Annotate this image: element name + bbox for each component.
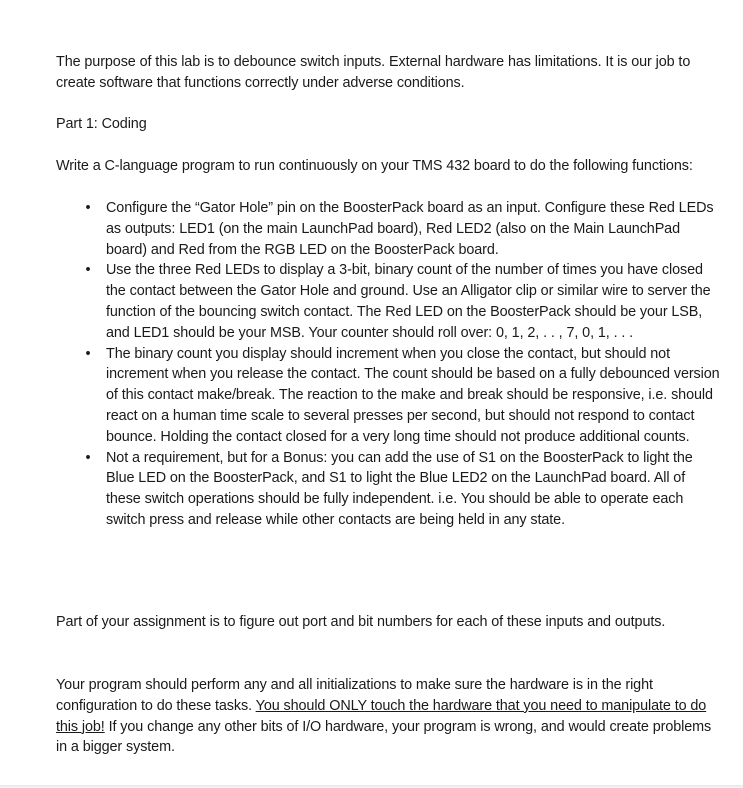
list-item-text: Use the three Red LEDs to display a 3-bit, binary count of the number of times you have closed the contact between the Gator Hole and ground. Use an Alligator clip or similar wire to server the function of the bouncing switch contact. The Red LED on the BoosterPack should be your LSB, and LED1 should be your MSB. Your counter should roll over: 0, 1, 2, . . , 7, 0, 1, . . . bbox=[106, 262, 711, 341]
list-item-text: The binary count you display should increment when you close the contact, but should not increment when you release the contact. The count should be based on a fully debounced version of this contact make/break. The reaction to the make and break should be responsive, i.e. should react on a human time scale to several presses per second, but should not respond to contact bounce. Holding the contact closed for a very long time should not produce additional counts. bbox=[106, 345, 720, 445]
bullet-icon: • bbox=[85, 262, 91, 279]
bullet-icon: • bbox=[85, 449, 91, 466]
assignment-note-paragraph: Part of your assignment is to figure out port and bit numbers for each of these inputs and outputs. bbox=[56, 614, 666, 630]
list-item bbox=[56, 448, 720, 531]
final-paragraph-tail: If you change any other bits of I/O hardware, your program is wrong, and would create problems in a bigger system. bbox=[56, 718, 712, 756]
part-heading: Part 1: Coding bbox=[56, 116, 147, 132]
final-paragraph-lead: Your program should perform any and all initializations to make sure the hardware is in the right configuration to do these tasks. bbox=[56, 677, 653, 714]
intro-paragraph: The purpose of this lab is to debounce switch inputs. External hardware has limitations. It is our job to create software that functions correctly under adverse conditions. bbox=[56, 54, 691, 91]
underlined-warning: You should ONLY touch the hardware that you need to manipulate to do this job! bbox=[56, 697, 707, 735]
requirements-list bbox=[56, 198, 720, 531]
final-paragraph bbox=[56, 675, 720, 758]
list-item bbox=[56, 344, 720, 448]
bullet-icon: • bbox=[85, 345, 91, 362]
list-item-text: Configure the “Gator Hole” pin on the BoosterPack board as an input. Configure these Red LEDs as outputs: LED1 (on the main LaunchPad board), Red LED2 (also on the Main LaunchPad board) and Red from the RGB LED on the BoosterPack board. bbox=[106, 200, 714, 258]
list-item-text: Not a requirement, but for a Bonus: you can add the use of S1 on the BoosterPack to light the Blue LED on the BoosterPack, and S1 to light the Blue LED2 on the LaunchPad board. All of these switch operations should be fully independent. i.e. You should be able to operate each switch press and release while other contacts are being held in any state. bbox=[106, 449, 693, 528]
list-item bbox=[56, 198, 720, 260]
list-item bbox=[56, 260, 720, 343]
bullet-icon: • bbox=[85, 200, 91, 216]
task-intro-paragraph: Write a C-language program to run continuously on your TMS 432 board to do the following functions: bbox=[56, 158, 693, 174]
